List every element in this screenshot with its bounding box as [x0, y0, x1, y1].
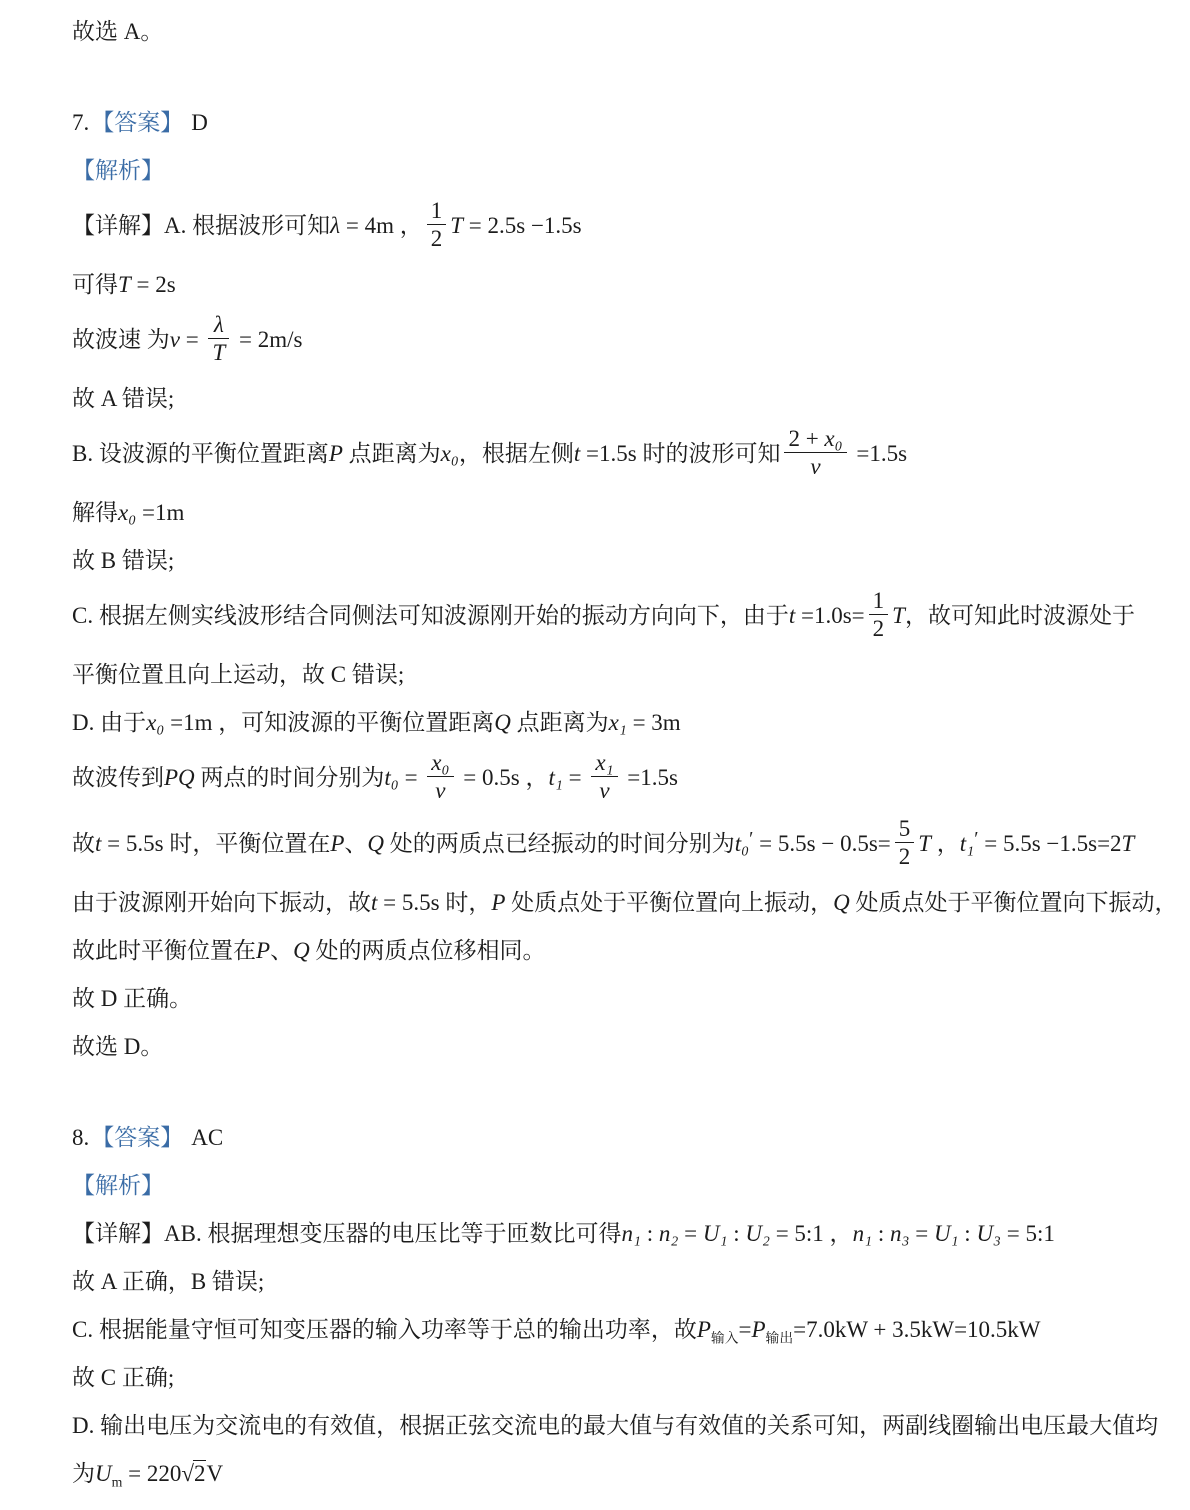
text-run: =1m ，可知波源的平衡位置距离 [164, 710, 495, 735]
math-var-T: T [118, 272, 131, 297]
text-run: 处的两质点位移相同。 [309, 938, 546, 963]
text-run: =1m [136, 500, 185, 525]
fraction-numerator: 5 [898, 816, 911, 841]
text-run: 故选 A。 [72, 19, 164, 44]
math-var-Q: Q [367, 830, 384, 856]
q8-header [72, 1118, 1132, 1157]
answer-value: AC [191, 1125, 224, 1150]
prime-mark: ′ [974, 828, 979, 850]
text-run: 平衡位置且向上运动，故 C 错误; [72, 662, 405, 687]
fraction [591, 748, 617, 805]
answer-label: 【答案】 [91, 1125, 184, 1150]
text-run: 处的两质点已经振动的时间分别为 [384, 830, 735, 856]
fraction-denominator: T [208, 338, 229, 367]
q7-line-a-wrong [72, 379, 1132, 418]
fraction-denominator: v [591, 776, 617, 805]
text-run: C. 根据能量守恒可知变压器的输入功率等于总的输出功率，故 [72, 1317, 697, 1342]
text-run: =1.5s 时的波形可知 [580, 440, 781, 466]
math-var-n2: n₂ [658, 1221, 679, 1246]
text-run: C. 根据左侧实线波形结合同侧法可知波源刚开始的振动方向向下，由于 [72, 602, 789, 628]
radicand: 2 [193, 1461, 206, 1486]
text-run: 【详解】AB. 根据理想变压器的电压比等于匝数比可得 [72, 1221, 622, 1246]
math-var-P: P [330, 830, 345, 856]
math-var-n3: n₃ [889, 1221, 910, 1246]
text-run: D. 输出电压为交流电的有效值，根据正弦交流电的最大值与有效值的关系可知，两副线圈输出电压最大值均 [72, 1413, 1159, 1438]
text-run: : [727, 1221, 746, 1246]
fraction-numerator: x₀ [431, 750, 450, 775]
text-run: 处质点处于平衡位置向下振动， [849, 890, 1178, 915]
text-run: = [179, 326, 205, 352]
q7-line-detail-c2 [72, 655, 1132, 694]
q7-line-b-wrong [72, 541, 1132, 580]
text-run: =1.5s [621, 764, 678, 790]
text-run: : [958, 1221, 977, 1246]
text-run: = 5.5s 时，平衡位置在 [101, 830, 331, 856]
square-root [181, 1460, 206, 1486]
fraction [208, 310, 229, 367]
math-var-U1: U₁ [702, 1221, 728, 1246]
prev-question-tail [72, 12, 1132, 51]
math-var-PQ: PQ [164, 764, 195, 790]
math-var-x0: x₀ [440, 440, 459, 466]
text-run: 点距离为 [342, 440, 441, 466]
text-run: ，根据左侧 [458, 440, 574, 466]
math-var-T: T [918, 830, 932, 856]
subscript-input: 输入 [710, 1330, 739, 1346]
answer-value: D [191, 110, 208, 135]
q8-line-detail-ab [72, 1214, 1132, 1253]
q8-line-detail-d2 [72, 1454, 1132, 1493]
math-var-t: t [371, 890, 378, 915]
math-var-U3: U₃ [976, 1221, 1002, 1246]
q7-line-select-d [72, 1027, 1132, 1066]
text-run: = 220 [122, 1461, 182, 1486]
text-run: = 2.5s −1.5s [463, 212, 582, 238]
q8-line-detail-d1 [72, 1406, 1159, 1445]
fraction [427, 748, 453, 805]
math-var-t0: t₀ [384, 764, 399, 790]
text-run: 故此时平衡位置在 [72, 938, 256, 963]
text-run: 解得 [72, 500, 118, 525]
q7-line-detail-b [72, 427, 1132, 484]
text-run: 处质点处于平衡位置向上振动， [505, 890, 834, 915]
text-run: 、 [270, 938, 294, 963]
q7-header [72, 103, 1132, 142]
text-run: = 2s [130, 272, 176, 297]
fraction-numerator: x₁ [595, 750, 614, 775]
text-run: : [640, 1221, 659, 1246]
math-var-P-output: P [751, 1317, 766, 1342]
text-run: = 5.5s − 0.5s= [753, 830, 891, 856]
text-run: =7.0kW + 3.5kW=10.5kW [793, 1317, 1041, 1342]
math-var-x1: x₁ [608, 710, 627, 735]
text-run: = 3m [626, 710, 681, 735]
question-number: 8. [72, 1125, 90, 1150]
fraction [869, 586, 889, 643]
math-var-Q: Q [494, 710, 511, 735]
text-run: 2 + [788, 426, 825, 451]
text-run: = 4m ， [340, 212, 423, 238]
answer-label: 【答案】 [91, 110, 184, 135]
q7-line-solve-x0 [72, 493, 1132, 532]
radical-sign: √ [181, 1461, 193, 1486]
text-run: 【详解】A. 根据波形可知 [72, 212, 331, 238]
text-run: 故 B 错误; [72, 548, 175, 573]
text-run: 可得 [72, 272, 118, 297]
text-run: 故 C 正确; [72, 1365, 175, 1390]
fraction-numerator: 1 [430, 198, 443, 223]
q7-line-detail-d4 [72, 883, 1178, 922]
text-run: = 5.5s 时， [377, 890, 492, 915]
analysis-label: 【解析】 [72, 158, 164, 183]
math-var-t1: t₁ [548, 764, 563, 790]
text-run: =1.0s= [795, 602, 865, 628]
math-var-x0: x₀ [146, 710, 165, 735]
q8-analysis-label [72, 1166, 1132, 1205]
text-run: 点距离为 [510, 710, 609, 735]
q7-line-vibration-times [72, 816, 1135, 874]
analysis-label: 【解析】 [72, 1173, 164, 1198]
fraction-numerator [784, 424, 846, 452]
fraction-denominator: 2 [869, 614, 889, 643]
q8-line-ab-verdict [72, 1262, 1132, 1301]
math-var-P: P [491, 890, 506, 915]
text-run: 故波速 为 [72, 326, 170, 352]
text-run: 故 A 错误; [72, 386, 175, 411]
q7-line-detail-d1 [72, 703, 1132, 742]
q7-line-travel-times [72, 751, 1132, 808]
q7-analysis-label [72, 151, 1132, 190]
text-run: B. 设波源的平衡位置距离 [72, 440, 329, 466]
math-var-v: v [169, 326, 180, 352]
text-run: = [398, 764, 424, 790]
text-run: = [909, 1221, 934, 1246]
q7-line-period [72, 265, 1132, 304]
fraction [784, 424, 846, 481]
math-var-Q: Q [293, 938, 310, 963]
text-run: = [738, 1317, 752, 1342]
subscript-m: m [111, 1474, 123, 1490]
math-var-U1: U₁ [933, 1221, 959, 1246]
fraction [895, 814, 915, 871]
math-var-P-input: P [696, 1317, 711, 1342]
math-var-Um: U [95, 1461, 112, 1486]
text-run: ， [931, 830, 960, 856]
fraction-denominator: 2 [895, 842, 915, 871]
math-var-P: P [256, 938, 271, 963]
math-var-t: t [95, 830, 102, 856]
q7-line-detail-c1 [72, 588, 1135, 646]
text-run: 故选 D。 [72, 1034, 164, 1059]
q7-line-d-correct [72, 979, 1132, 1018]
fraction-denominator: v [784, 452, 846, 481]
text-run: = [562, 764, 588, 790]
text-run: = 2m/s [233, 326, 303, 352]
text-run: 故 A 正确，B 错误; [72, 1269, 265, 1294]
text-run: = [678, 1221, 703, 1246]
text-run: = 5.5s −1.5s=2 [978, 830, 1122, 856]
q7-line-detail-a [72, 199, 1132, 256]
math-var-T: T [892, 602, 905, 628]
math-var-n1: n₁ [852, 1221, 873, 1246]
q7-line-detail-d5 [72, 931, 1132, 970]
subscript-output: 输出 [765, 1330, 794, 1346]
math-var-T: T [1121, 830, 1135, 856]
math-var-lambda: λ [330, 212, 341, 238]
text-run: = 0.5s ， [457, 764, 549, 790]
unit-volts: V [206, 1461, 224, 1486]
text-run: 、 [344, 830, 368, 856]
text-run: 由于波源刚开始向下振动，故 [72, 890, 371, 915]
text-run: = 5:1 ， [769, 1221, 853, 1246]
text-run: 故 [72, 830, 95, 856]
fraction-denominator: v [427, 776, 453, 805]
math-var-t0: t₀ [734, 830, 750, 856]
text-run: D. 由于 [72, 710, 147, 735]
text-run: 故波传到 [72, 764, 164, 790]
q8-line-c-correct [72, 1358, 1132, 1397]
text-run: ，故可知此时波源处于 [904, 602, 1135, 628]
math-var-U2: U₂ [745, 1221, 770, 1246]
math-var-x0: x₀ [118, 500, 137, 525]
math-var-P: P [328, 440, 343, 466]
text-run: 两点的时间分别为 [194, 764, 385, 790]
fraction-denominator: 2 [427, 224, 447, 253]
prime-mark: ′ [749, 828, 754, 850]
text-run: 为 [72, 1461, 95, 1486]
math-var-n1: n₁ [621, 1221, 641, 1246]
text-run: = 5:1 [1001, 1221, 1055, 1246]
text-run: : [872, 1221, 890, 1246]
math-var-x0: x₀ [824, 426, 843, 451]
text-run: =1.5s [850, 440, 908, 466]
fraction [427, 196, 447, 253]
fraction-numerator: λ [213, 312, 224, 337]
math-var-t: t [788, 602, 796, 628]
question-number: 7. [72, 110, 90, 135]
math-var-Q: Q [833, 890, 850, 915]
math-var-t: t [573, 440, 581, 466]
math-var-t1: t₁ [959, 830, 975, 856]
fraction-numerator: 1 [872, 588, 885, 613]
text-run: 故 D 正确。 [72, 986, 193, 1011]
q8-line-detail-c [72, 1310, 1132, 1349]
q7-line-wave-speed [72, 313, 1132, 370]
math-var-T: T [450, 212, 464, 238]
